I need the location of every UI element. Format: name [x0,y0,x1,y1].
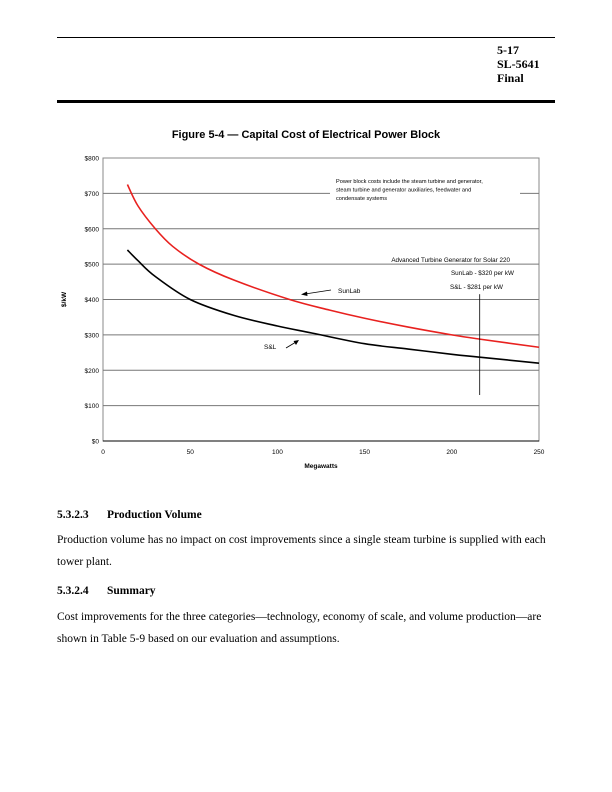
y-tick-label: $200 [84,367,99,375]
y-axis-label: $/kW [61,291,68,308]
y-tick-label: $800 [84,155,99,163]
section-number: 5.3.2.4 [57,585,89,597]
sunlab-label: SunLab [338,288,361,295]
y-tick-label: $300 [84,332,99,340]
y-tick-label: $500 [84,261,99,269]
y-tick-label: $100 [84,403,99,411]
annotation-sl-cost: S&L - $281 per kW [450,284,503,291]
x-axis-label: Megawatts [304,463,338,470]
section-paragraph: Cost improvements for the three categories—technology, economy of scale, and volume production—are shown in Table 5-9 based on our evaluation and assumptions. [57,611,542,645]
x-tick-label: 0 [101,449,105,456]
y-tick-label: $400 [84,297,99,304]
section-paragraph: Production volume has no impact on cost improvements since a single steam turbine is supplied with each tower plant. [57,534,546,568]
x-tick-label: 50 [186,449,194,456]
document-status: Final [497,71,524,85]
section-heading [57,585,156,597]
y-tick-label: $600 [84,226,99,234]
section-heading [57,509,202,521]
x-tick-label: 250 [533,449,545,456]
sl-label: S&L [264,344,277,351]
chart-note: condensate systems [336,196,387,202]
section-title: Summary [107,585,156,597]
x-tick-label: 200 [446,449,458,456]
section-number: 5.3.2.3 [57,509,89,521]
chart-title: Figure 5-4 — Capital Cost of Electrical Power Block [171,129,441,141]
annotation-advanced: Advanced Turbine Generator for Solar 220 [391,257,510,264]
y-tick-label: $0 [91,438,99,446]
y-tick-label: $700 [84,190,99,198]
chart-note: steam turbine and generator auxiliaries, feedwater and [336,187,472,194]
section-title: Production Volume [107,509,202,521]
annotation-sunlab-cost: SunLab - $320 per kW [450,270,514,277]
document-id: SL-5641 [497,57,540,71]
chart-note: Power block costs include the steam turbine and generator, [336,179,483,185]
page-number: 5-17 [497,43,519,57]
x-tick-label: 150 [359,449,371,456]
x-tick-label: 100 [271,449,283,456]
